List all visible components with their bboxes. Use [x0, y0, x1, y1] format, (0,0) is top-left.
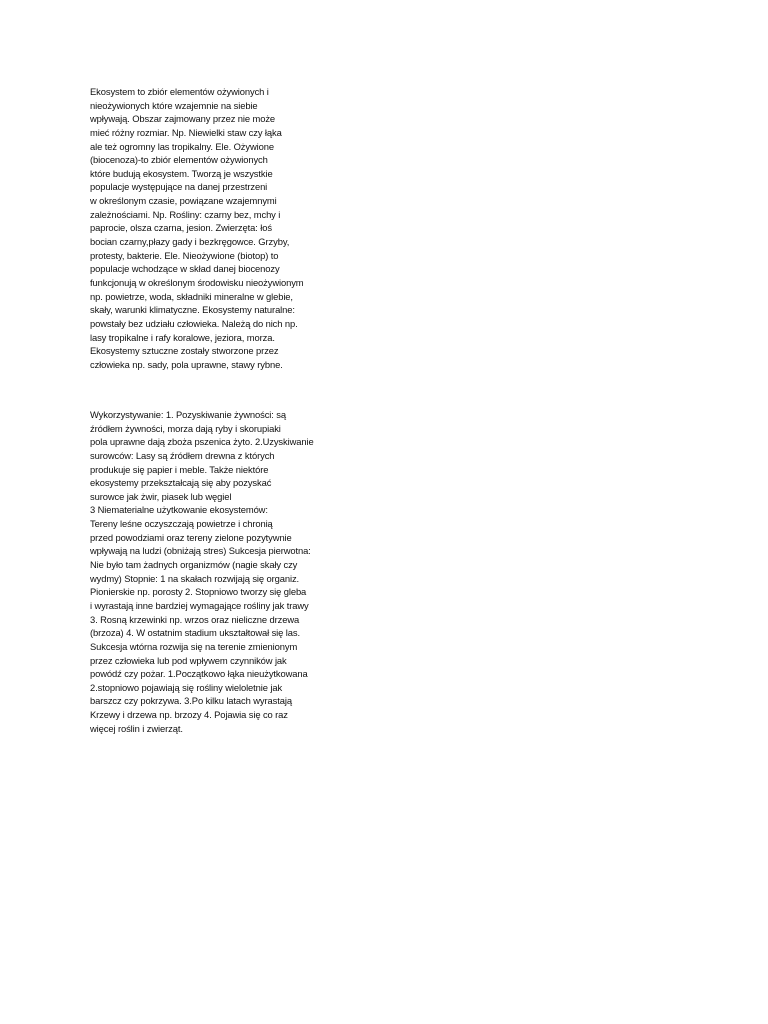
text-line: pola uprawne dają zboża pszenica żyto. 2.Uzyskiwanie [90, 436, 314, 448]
text-line: przed powodziami oraz tereny zielone pozytywnie [90, 531, 292, 543]
text-line: Tereny leśne oczyszczają powietrze i chronią [90, 518, 273, 530]
paragraph-ecosystem-uses-succession [90, 408, 314, 735]
text-line: Krzewy i drzewa np. brzozy 4. Pojawia się co raz [90, 709, 288, 721]
text-line: Pionierskie np. porosty 2. Stopniowo tworzy się gleba [90, 586, 307, 598]
text-line: bocian czarny,płazy gady i bezkręgowce. Grzyby, [90, 236, 290, 248]
paragraph-ecosystem-definition [90, 85, 304, 371]
text-line: protesty, bakterie. Ele. Nieożywione (biotop) to [90, 249, 279, 261]
text-line: powódź czy pożar. 1.Początkowo łąka nieużytkowana [90, 668, 308, 680]
text-line: wpływają. Obszar zajmowany przez nie może [90, 113, 276, 125]
text-line: źródłem żywności, morza dają ryby i skorupiaki [90, 422, 281, 434]
text-line: które budują ekosystem. Tworzą je wszystkie [90, 167, 273, 179]
text-line: np. powietrze, woda, składniki mineralne w glebie, [90, 290, 293, 302]
text-line: produkuje się papier i meble. Także niektóre [90, 463, 269, 475]
text-line: przez człowieka lub pod wpływem czynników jak [90, 654, 287, 666]
text-line: skały, warunki klimatyczne. Ekosystemy naturalne: [90, 304, 295, 316]
text-line: ale też ogromny las tropikalny. Ele. Ożywione [90, 140, 274, 152]
text-line: i wyrastają inne bardziej wymagające rośliny jak trawy [90, 599, 309, 611]
text-line: 2.stopniowo pojawiają się rośliny wieloletnie jak [90, 681, 283, 693]
text-line: Sukcesja wtórna rozwija się na terenie zmienionym [90, 640, 298, 652]
text-line: 3 Niematerialne użytkowanie ekosystemów: [90, 504, 268, 516]
text-line: zależnościami. Np. Rośliny: czarny bez, mchy i [90, 208, 281, 220]
text-line: wydmy) Stopnie: 1 na skałach rozwijają się organiz. [90, 572, 300, 584]
text-line: wpływają na ludzi (obniżają stres) Sukcesja pierwotna: [90, 545, 311, 557]
text-line: człowieka np. sady, pola uprawne, stawy rybne. [90, 358, 283, 370]
text-line: funkcjonują w określonym środowisku nieożywionym [90, 276, 304, 288]
text-line: (brzoza) 4. W ostatnim stadium ukształtował się las. [90, 627, 300, 639]
text-line: Nie było tam żadnych organizmów (nagie skały czy [90, 559, 298, 571]
text-line: surowce jak żwir, piasek lub węgiel [90, 490, 232, 502]
text-line: populacje występujące na danej przestrzeni [90, 181, 268, 193]
text-line: surowców: Lasy są źródłem drewna z których [90, 449, 275, 461]
text-line: (biocenoza)-to zbiór elementów ożywionych [90, 154, 268, 166]
text-line: nieożywionych które wzajemnie na siebie [90, 99, 258, 111]
text-line: więcej roślin i zwierząt. [90, 722, 183, 734]
text-line: Wykorzystywanie: 1. Pozyskiwanie żywności: są [90, 409, 287, 420]
text-line: Ekosystem to zbiór elementów ożywionych i [90, 86, 269, 97]
text-line: barszcz czy pokrzywa. 3.Po kilku latach wyrastają [90, 695, 292, 707]
text-line: lasy tropikalne i rafy koralowe, jeziora, morza. [90, 331, 275, 343]
text-line: ekosystemy przekształcają się aby pozyskać [90, 477, 272, 489]
text-line: populacje wchodzące w skład danej biocenozy [90, 263, 280, 275]
text-line: paprocie, olsza czarna, jesion. Zwierzęta: łoś [90, 222, 272, 234]
text-line: 3. Rosną krzewinki np. wrzos oraz nieliczne drzewa [90, 613, 300, 625]
text-line: Ekosystemy sztuczne zostały stworzone przez [90, 345, 279, 357]
text-line: w określonym czasie, powiązane wzajemnymi [90, 195, 277, 207]
text-line: powstały bez udziału człowieka. Należą do nich np. [90, 317, 298, 329]
text-line: mieć różny rozmiar. Np. Niewielki staw czy łąka [90, 126, 282, 138]
